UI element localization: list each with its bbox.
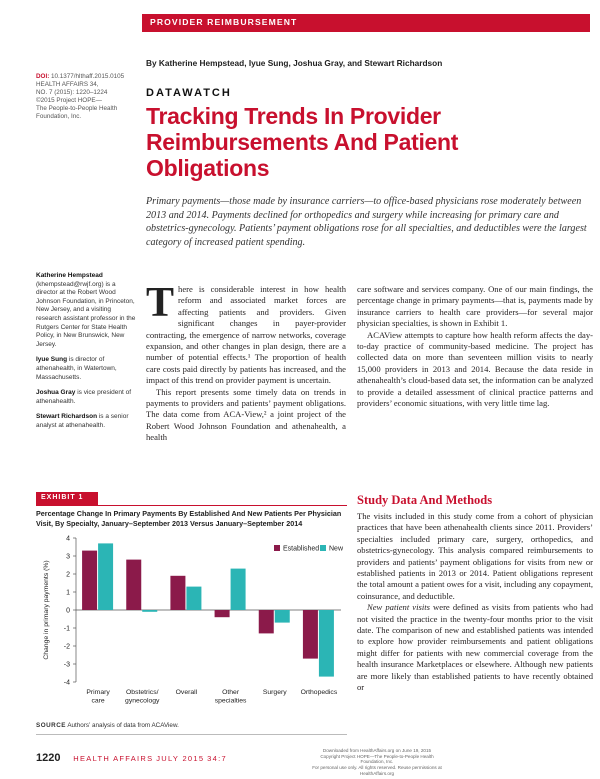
body-paragraph: care software and services company. One of our main findings, the percentage change in primary payments—that is, payments made by insurance carriers to health care providers—for several major physician specialties, is shown in Exhibit 1. <box>357 284 593 329</box>
bar-established-2 <box>170 576 185 610</box>
byline: By Katherine Hempstead, Iyue Sung, Joshua Gray, and Stewart Richardson <box>146 58 443 68</box>
y-tick-label: -1 <box>63 625 70 633</box>
emphasis-term: New patient visits <box>367 602 430 613</box>
author-bio <box>36 413 136 430</box>
body-column-2 <box>357 284 593 409</box>
exhibit-bottom-rule <box>36 734 347 735</box>
drop-cap: T <box>146 280 175 326</box>
x-tick-label: care <box>91 697 105 705</box>
meta-line: Foundation, Inc. <box>36 113 82 121</box>
bar-new-1 <box>142 610 157 612</box>
author-name: Stewart Richardson <box>36 413 98 421</box>
x-tick-label: Primary <box>86 689 110 696</box>
bar-chart <box>36 532 347 718</box>
author-name: Joshua Gray <box>36 389 76 397</box>
bar-established-3 <box>215 610 230 617</box>
y-tick-label: 0 <box>66 607 70 615</box>
author-bio-text: is vice president of athenahealth. <box>36 389 132 405</box>
x-tick-label: Surgery <box>262 689 287 696</box>
journal-name: HEALTH AFFAIRS <box>73 754 154 763</box>
body-paragraph: This report presents some timely data on trends in payments to providers and patients’ payment obligations. The data come from ACA-View,² a joint project of the Robert Wood Johnson Foundation and athenahealth, a health <box>146 386 346 443</box>
author-bio <box>36 389 136 406</box>
bar-new-5 <box>319 610 334 677</box>
bar-established-0 <box>82 551 97 610</box>
exhibit-tag <box>36 492 98 505</box>
meta-line: NO. 7 (2015): 1220–1224 <box>36 89 108 97</box>
body-paragraph: ACAView attempts to capture how health reform affects the day-to-day practice of community-based medicine. The project has collected data on more than seventeen million visits to nearly 15,000 providers in 2013 and 2014. Because the data reside in athenahealth’s cloud-based data set, the information can be analyzed to provide a detailed assessment of clinical practice patterns and providers’ economic situations, with very little time lag. <box>357 329 593 409</box>
exhibit-title: Percentage Change In Primary Payments By Established And New Patients Per Physician Visit, By Specialty, January–September 2013 Versus January–September 2014 <box>36 509 342 528</box>
author-bio-text: is director of athenahealth, in Watertown, Massachusetts. <box>36 356 117 381</box>
download-line: For personal use only. All rights reserved. Reuse permissions at HealthAffairs.org <box>312 765 442 776</box>
bar-new-3 <box>231 569 246 610</box>
issue-date: JULY 2015 <box>156 754 205 763</box>
doi-value[interactable]: 10.1377/hlthaff.2015.0105 <box>51 73 125 80</box>
exhibit-source <box>36 722 179 729</box>
body-paragraph: The visits included in this study come from a cohort of physician practices that have been athenahealth clients since 2011. Providers’ specialties included primary care, surgery, orthopedics, and obstetrics-gynecology. This analysis compared reimbursements to providers and patients’ payment obligations for visits from new or established patients in 2013 or 2014. Patient obligations represent the total amount a patient owes for a visit, including any copayment, coinsurance, and deductible. <box>357 511 593 601</box>
download-line: Downloaded from HealthAffairs.org on June 19, 2015 <box>322 748 432 753</box>
y-tick-label: -3 <box>63 661 70 669</box>
body-paragraph <box>357 602 593 693</box>
volume: 34:7 <box>207 754 227 763</box>
author-bios <box>36 272 136 438</box>
download-line: Copyright Project HOPE—The People-to-People Health Foundation, Inc. <box>320 753 434 765</box>
exhibit-rule <box>36 505 347 506</box>
meta-line: The People-to-People Health <box>36 105 118 113</box>
bar-established-4 <box>259 610 274 633</box>
y-tick-label: 1 <box>66 589 70 597</box>
y-tick-label: -4 <box>63 679 70 687</box>
x-tick-label: Obstetrics/ <box>126 689 159 696</box>
section-banner <box>142 14 590 32</box>
author-name: Katherine Hempstead <box>36 272 103 279</box>
x-tick-label: Other <box>222 689 240 696</box>
doi-label: DOI: <box>36 73 50 80</box>
article-meta <box>36 73 136 122</box>
body-column-3 <box>357 493 593 694</box>
download-notice <box>312 748 442 777</box>
bar-new-0 <box>98 543 113 610</box>
page-number: 1220 <box>36 752 61 764</box>
legend-label-new: New <box>329 545 344 553</box>
x-tick-label: specialties <box>214 697 247 705</box>
x-tick-label: Overall <box>175 689 198 696</box>
x-tick-label: Orthopedics <box>300 689 338 696</box>
page-footer <box>36 752 227 764</box>
body-paragraph <box>146 280 346 387</box>
abstract: Primary payments—those made by insurance carriers—to office-based physicians rose moderately between 2013 and 2014. Payments declined for orthopedics and surgery while increasing for primary care and obstetrics-gynecology. Patients’ payment obligations rose for all specialties, and deductibles were the largest category of increased patient spending. <box>146 196 587 248</box>
legend-label-established: Established <box>283 545 320 553</box>
bar-established-5 <box>303 610 318 659</box>
article-title: Tracking Trends In Provider Reimbursements And Patient Obligations <box>146 103 459 181</box>
y-tick-label: 4 <box>66 535 70 543</box>
kicker: DATAWATCH <box>146 87 232 99</box>
legend-swatch-established <box>274 545 280 551</box>
exhibit-tag-label: EXHIBIT 1 <box>41 494 84 501</box>
bar-established-1 <box>126 560 141 610</box>
body-text: were defined as visits from patients who had not visited the practice in the twenty-four months prior to the visit date. The comparison of new and established patients was intended to explore how provider reimbursements and patient obligations might differ for patients with new commercial coverage from the health insurance Marketplaces or elsewhere. Although new patients are more likely than established patients to have recently obtained or <box>357 602 593 693</box>
banner-label: PROVIDER REIMBURSEMENT <box>150 17 298 27</box>
y-tick-label: -2 <box>63 643 70 651</box>
author-bio <box>36 356 136 382</box>
meta-line: HEALTH AFFAIRS 34, <box>36 81 99 89</box>
x-tick-label: gynecology <box>125 697 160 705</box>
author-bio <box>36 272 136 349</box>
bar-new-4 <box>275 610 290 623</box>
body-column-1 <box>146 280 346 444</box>
y-tick-label: 2 <box>66 571 70 579</box>
bar-new-2 <box>186 587 201 610</box>
source-label: SOURCE <box>36 722 66 729</box>
author-bio-text: (khempstead@rwjf.org) is a director at the Robert Wood Johnson Foundation, in Princeton, New Jersey, and a visiting research assistant professor in the Rutgers Center for State Health Policy, in New Brunswick, New Jersey. <box>36 280 136 348</box>
source-text: Authors’ analysis of data from ACAView. <box>65 722 179 729</box>
body-text: here is considerable interest in how health reform and associated market forces are affecting patients and providers. Given significant changes in payer-provider contracting, the emergence of narrow networks, coverage expansion, and other changes in plan design, there are a number of potential effects.¹ The proportion of health care costs paid directly by patients has increased, and the impact of this trend on provider payment is uncertain. <box>146 284 346 386</box>
author-bio-text: is a senior analyst at athenahealth. <box>36 413 129 429</box>
legend-swatch-new <box>320 545 326 551</box>
meta-line: ©2015 Project HOPE— <box>36 97 102 105</box>
y-tick-label: 3 <box>66 553 70 561</box>
section-heading: Study Data And Methods <box>357 493 493 507</box>
y-axis-label: Change in primary payments (%) <box>43 560 50 660</box>
author-name: Iyue Sung <box>36 356 68 364</box>
